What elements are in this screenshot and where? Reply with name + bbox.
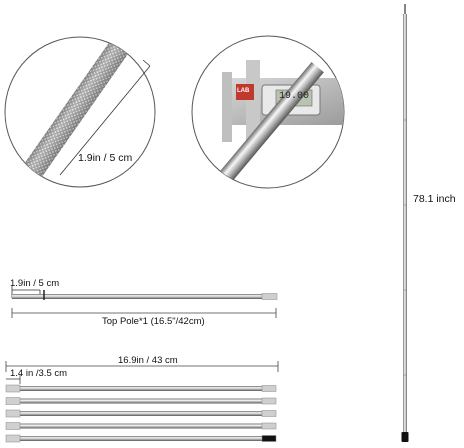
tall-pole — [402, 4, 409, 442]
grip-measure-label: 1.9in / 5 cm — [78, 152, 133, 164]
top-pole-diameter-label: 1.9in / 5 cm — [10, 278, 60, 289]
top-pole — [12, 286, 277, 318]
top-pole-caption: Top Pole*1 (16.5"/42cm) — [102, 316, 205, 327]
caliper-closeup — [192, 36, 350, 210]
pole-set-joint-label: 1.4 in /3.5 cm — [10, 368, 68, 379]
caliper-brand-mark: LAB — [237, 88, 250, 94]
pole-set-length-label: 16.9in / 43 cm — [118, 355, 178, 366]
tall-pole-length-label: 78.1 inch — [413, 193, 456, 205]
pole-segment — [6, 435, 276, 442]
grip-closeup — [0, 29, 155, 200]
pole-segment — [6, 385, 276, 392]
pole-segment — [6, 410, 276, 417]
pole-segment — [6, 398, 276, 405]
pole-segment — [6, 423, 276, 430]
caliper-display-reading: 19.00 — [279, 91, 310, 102]
